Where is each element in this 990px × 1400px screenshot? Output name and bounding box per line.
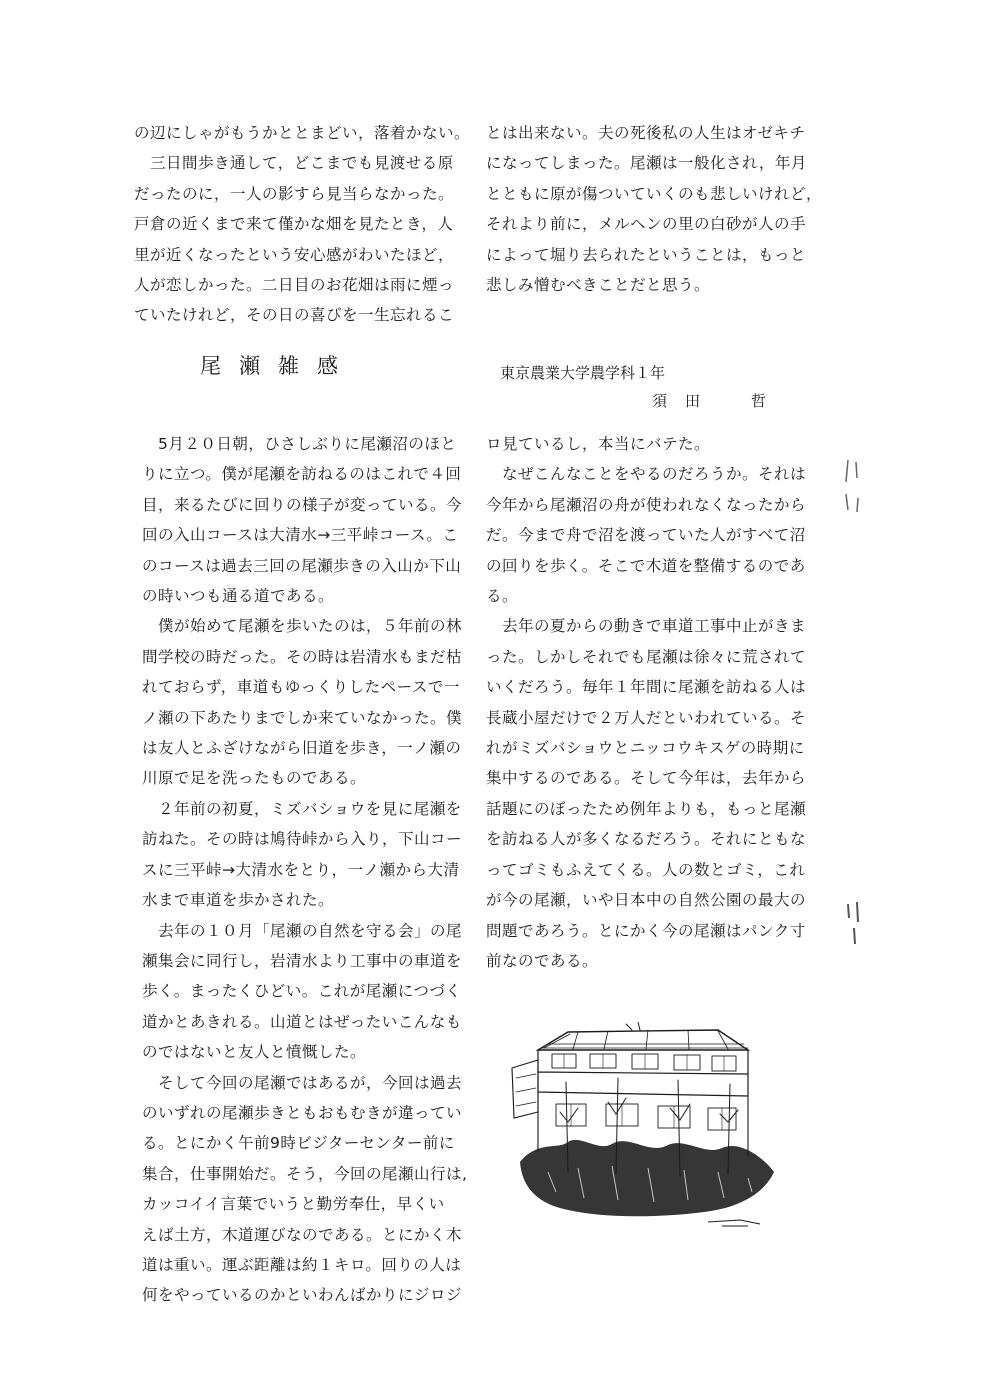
article-left-line: る。とにかく午前9時ビジターセンター前に [142,1134,455,1153]
article-right-line: 去年の夏からの動きで車道工事中止がきま [486,617,807,636]
article-left-line: ノ瀬の下あたりまでしか来ていなかった。僕 [142,708,463,727]
previous-article-left-column [134,118,479,331]
article-right-line: った。しかしそれでも尾瀬は徐々に荒されて [486,647,807,666]
article-right-line: ってゴミもふえてくる。人の数とゴミ，これ [486,860,806,879]
previous-article-right-line: とともに原が傷ついていくのも悲しいけれど， [486,184,823,203]
previous-article-left-line: の辺にしゃがもうかととまどい，落着かない。 [134,124,471,142]
article-right-line: 問題であろう。とにかく今の尾瀬はパンク寸 [486,921,806,940]
article-left-column [142,429,472,1311]
previous-article-left-line: 人が恋しかった。二日目のお花畑は雨に煙っ [134,276,455,295]
article-right-column [486,429,831,976]
author-affiliation: 東京農業大学農学科１年 [500,364,666,382]
article-right-line: ロ見ているし，本当にバテた。 [486,435,711,453]
article-left-line: 回の入山コースは大清水→三平峠コース。こ [142,526,459,545]
previous-article-left-line: 戸倉の近くまで来て僅かな畑を見たとき，人 [134,215,454,234]
article-title: 尾瀬雑感 [200,354,356,378]
article-right-line: 長蔵小屋だけで２万人だといわれている。そ [486,708,807,727]
article-left-line: 集合，仕事開始だ。そう，今回の尾瀬山行は, [142,1164,468,1183]
previous-article-right-line: とは出来ない。夫の死後私の人生はオゼキチ [486,124,806,142]
previous-article-right-line: それより前に，メルヘンの里の白砂が人の手 [486,215,807,234]
article-left-line: 去年の１０月「尾瀬の自然を守る会」の尾 [142,921,463,940]
article-left-line: そして今回の尾瀬ではあるが，今回は過去 [142,1073,463,1092]
previous-article-left-line: 里が近くなったという安心感がわいたほど， [134,245,455,264]
previous-article-right-line: になってしまった。尾瀬は一般化され，年月 [486,154,807,173]
article-left-line: 道かとあきれる。山道とはぜったいこんなも [142,1012,462,1031]
article-left-line: 歩く。まったくひどい。これが尾瀬につづく [142,982,462,1001]
article-left-line: の時いつも通る道である。 [142,587,335,606]
scan-mark-icon [840,458,864,514]
article-right-line: 前なのである。 [486,951,599,970]
hut-sketch-icon [508,1022,786,1230]
article-right-line: だ。今まで舟で沼を渡っていた人がすべて沼 [486,526,806,545]
article-left-line: 間学校の時だった。その時は岩清水もまだ枯 [142,647,463,666]
article-left-line: ２年前の初夏，ミズバショウを見に尾瀬を [142,799,462,818]
article-left-line: のいずれの尾瀬歩きともおもむきが違ってい [142,1103,463,1122]
article-left-line: りに立つ。僕が尾瀬を訪ねるのはこれで４回 [142,465,462,484]
article-left-line: 5月２０日朝，ひさしぶりに尾瀬沼のほと [142,435,457,453]
article-left-line: 瀬集会に同行し，岩清水より工事中の車道を [142,951,463,970]
article-left-line: 道は重い。運ぶ距離は約１キロ。回りの人は [142,1255,462,1274]
article-left-line: 何をやっているのかといわんばかりにジロジ [142,1286,463,1305]
article-right-line: なぜこんなことをやるのだろうか。それは [486,465,807,484]
article-right-line: 今年から尾瀬沼の舟が使われなくなったから [486,495,807,514]
article-left-line: スに三平峠→大清水をとり，一ノ瀬から大清 [142,860,460,879]
article-right-line: を訪ねる人が多くなるだろう。それにともな [486,830,807,849]
article-left-line: 訪ねた。その時は鳩待峠から入り，下山コー [142,830,463,849]
previous-article-left-line: 三日間歩き通して，どこまでも見渡せる原 [134,154,454,173]
previous-article-left-line: だったのに，一人の影すら見当らなかった。 [134,184,455,203]
previous-article-left-line: ていたけれど，その日の喜びを一生忘れるこ [134,306,455,325]
article-left-line: は友人とふざけながら旧道を歩き，一ノ瀬の [142,739,462,758]
article-left-line: カッコイイ言葉でいうと勤労奉仕，早くい [142,1195,445,1214]
article-left-line: れておらず，車道もゆっくりしたペースで一 [142,678,460,697]
article-left-line: 水まで車道を歩かされた。 [142,891,335,910]
article-right-line: が今の尾瀬，いや日本中の自然公園の最大の [486,891,807,910]
article-left-line: 川原で足を洗ったものである。 [142,769,367,788]
previous-article-right-line: によって堀り去られたということは，もっと [486,245,807,264]
article-right-line: る。 [486,587,519,606]
author-name: 須田 哲 [652,392,785,410]
article-right-line: 集中するのである。そして今年は，去年から [486,769,807,788]
article-left-line: のコースは過去三回の尾瀬歩きの入山か下山 [142,556,462,575]
article-left-line: えば土方，木道運びなのである。とにかく木 [142,1225,463,1244]
scan-mark-icon [842,900,866,948]
article-right-line: 話題にのぼったため例年よりも，もっと尾瀬 [486,799,807,818]
previous-article-right-line: 悲しみ憎むべきことだと思う。 [486,276,711,295]
article-right-line: の回りを歩く。そこで木道を整備するのであ [486,556,806,575]
article-right-line: れがミズバショウとニッコウキスゲの時期に [486,739,805,758]
article-left-line: 僕が始めて尾瀬を歩いたのは，５年前の林 [142,617,463,636]
article-left-line: 目，来るたびに回りの様子が変っている。今 [142,495,463,514]
previous-article-right-column [486,118,831,300]
article-left-line: のではないと友人と憤慨した。 [142,1043,367,1062]
article-right-line: いくだろう。毎年１年間に尾瀬を訪ねる人は [486,678,807,697]
